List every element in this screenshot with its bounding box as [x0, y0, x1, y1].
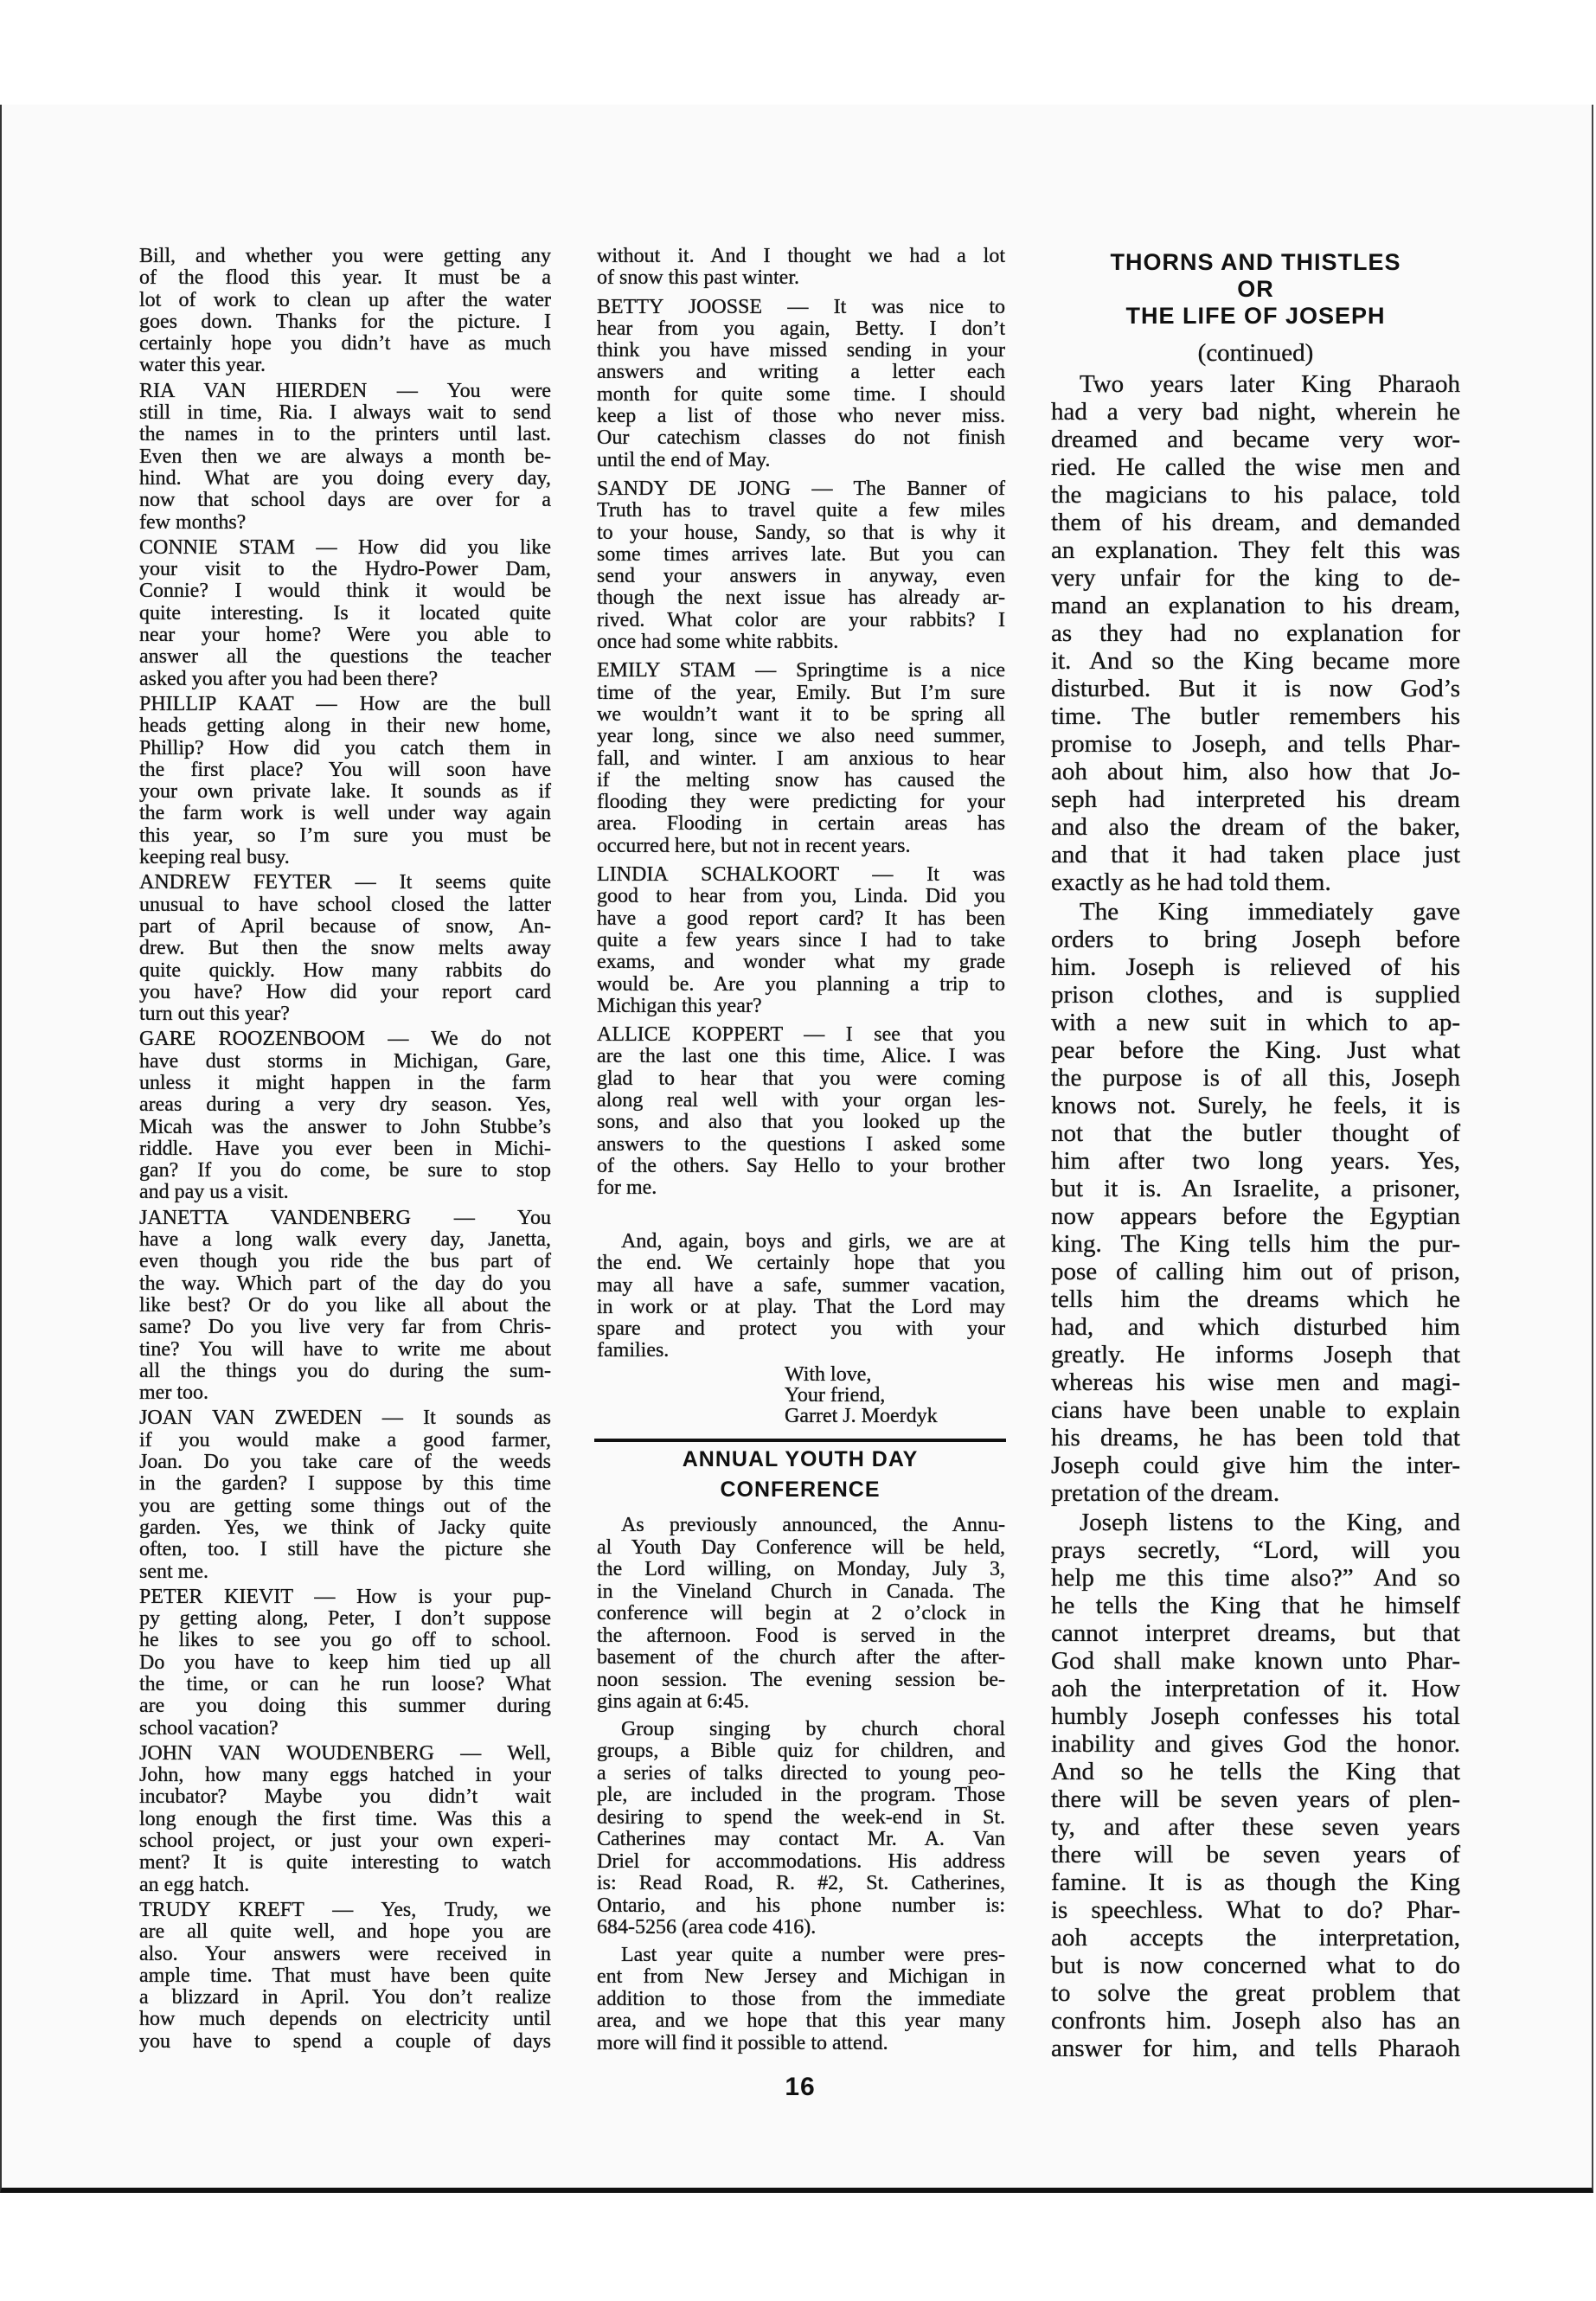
- left-column-letters: [139, 246, 551, 2053]
- paragraph: [597, 478, 1005, 653]
- paragraph: [139, 694, 551, 868]
- text-line: sons, and also that you looked up the: [597, 1111, 1005, 1134]
- paragraph: [597, 1024, 1005, 1199]
- closing-message: [597, 1231, 1005, 1362]
- text-line: Last year quite a number were pres-: [621, 1943, 1005, 1966]
- text-line: good to hear from you, Linda. Did you: [597, 885, 1005, 908]
- text-line: al Youth Day Conference will be held,: [597, 1535, 1005, 1559]
- paragraph: [597, 864, 1005, 1017]
- text-line: Micah was the answer to John Stubbe’s: [139, 1115, 551, 1138]
- paragraph: [1051, 898, 1460, 1507]
- text-line: for me.: [597, 1176, 657, 1200]
- paragraph: [597, 246, 1005, 290]
- text-line: are you doing this summer during: [139, 1695, 551, 1718]
- text-line: some times arrives late. But you can: [597, 542, 1005, 566]
- text-line: is speechless. What to do? Phar-: [1051, 1896, 1460, 1924]
- text-line: noon session. The evening session be-: [597, 1668, 1005, 1691]
- text-line: month for quite some time. I should: [597, 382, 1005, 406]
- text-line: dreamed and became very wor-: [1051, 426, 1460, 453]
- text-line: And, again, boys and girls, we are at: [621, 1230, 1005, 1253]
- signature-line: Your friend,: [785, 1384, 886, 1407]
- text-line: riddle. Have you ever been in Michi-: [139, 1137, 551, 1160]
- text-line: mer too.: [139, 1381, 208, 1405]
- text-line: there will be seven years of plen-: [1051, 1785, 1460, 1813]
- text-line: you have to spend a couple of days: [139, 2029, 551, 2053]
- text-line: without it. And I thought we had a lot: [597, 245, 1005, 267]
- text-line: help me this time also?” And so: [1051, 1564, 1460, 1592]
- text-line: LINDIA SCHALKOORT — It was: [597, 863, 1005, 887]
- text-line: are all quite well, and hope you are: [139, 1920, 551, 1944]
- text-line: cannot interpret dreams, but that: [1051, 1619, 1460, 1647]
- text-line: have a good report card? It has been: [597, 907, 1005, 930]
- article-body: [1051, 370, 1460, 2062]
- text-line: to solve the great problem that: [1051, 1979, 1460, 2007]
- text-line: desiring to spend the week-end in St.: [597, 1805, 1005, 1829]
- paragraph: [139, 246, 551, 377]
- text-line: Bill, and whether you were getting any: [139, 245, 551, 267]
- text-line: goes down. Thanks for the picture. I: [139, 310, 551, 333]
- text-line: are the last one this time, Alice. I was: [597, 1045, 1005, 1068]
- text-line: confronts him. Joseph also has an: [1051, 2007, 1460, 2035]
- text-line: not that the butler thought of: [1051, 1119, 1460, 1147]
- heading-line: ANNUAL YOUTH DAY: [682, 1447, 919, 1471]
- text-line: if the melting snow has caused the: [597, 768, 1005, 792]
- text-line: an egg hatch.: [139, 1873, 250, 1896]
- text-line: Joseph listens to the King, and: [1080, 1509, 1460, 1536]
- text-line: quite quickly. How many rabbits do: [139, 958, 551, 982]
- text-line: now that school days are over for a: [139, 489, 551, 512]
- text-line: Michigan this year?: [597, 994, 762, 1017]
- text-line: with a new suit in which to ap-: [1051, 1009, 1460, 1036]
- text-line: often, too. I still have the picture she: [139, 1538, 551, 1561]
- heading-line: THE LIFE OF JOSEPH: [1125, 303, 1386, 329]
- text-line: promise to Joseph, and tells Phar-: [1051, 730, 1460, 758]
- paragraph: [139, 872, 551, 1025]
- text-line: God shall make known unto Phar-: [1051, 1647, 1460, 1675]
- text-line: would be. Are you planning a trip to: [597, 972, 1005, 996]
- text-line: once had some white rabbits.: [597, 631, 839, 654]
- text-line: Phillip? How did you catch them in: [139, 736, 551, 760]
- page-number: 16: [785, 2073, 816, 2101]
- text-line: same? Do you live very far from Chris-: [139, 1316, 551, 1339]
- announcement-heading: [594, 1445, 1006, 1505]
- text-line: CONNIE STAM — How did you like: [139, 535, 551, 559]
- text-line: ANDREW FEYTER — It seems quite: [139, 871, 551, 894]
- text-line: the first place? You will soon have: [139, 758, 551, 781]
- text-line: as they had no explanation for: [1051, 619, 1460, 647]
- text-line: keep a list of those who never miss.: [597, 405, 1005, 428]
- text-line: conference will begin at 2 o’clock in: [597, 1602, 1005, 1625]
- text-line: the end. We certainly hope that you: [597, 1252, 1005, 1275]
- text-line: gins again at 6:45.: [597, 1690, 749, 1713]
- signature: [785, 1364, 938, 1426]
- text-line: keeping real busy.: [139, 846, 290, 869]
- text-line: near your home? Were you able to: [139, 624, 551, 647]
- text-line: you have? How did your report card: [139, 980, 551, 1003]
- text-line: them of his dream, and demanded: [1051, 509, 1460, 536]
- text-line: and also the dream of the baker,: [1051, 813, 1460, 841]
- text-line: hear from you again, Betty. I don’t: [597, 317, 1005, 340]
- text-line: Do you have to keep him tied up all: [139, 1650, 551, 1674]
- text-line: the farm work is well under way again: [139, 802, 551, 825]
- heading-line: CONFERENCE: [720, 1477, 881, 1502]
- text-line: occurred here, but not in recent years.: [597, 834, 911, 857]
- text-line: py getting along, Peter, I don’t suppose: [139, 1607, 551, 1631]
- text-line: now appears before the Egyptian: [1051, 1202, 1460, 1230]
- paragraph: [139, 1208, 551, 1405]
- paragraph: [597, 1719, 1005, 1939]
- text-line: how much depends on electricity until: [139, 2008, 551, 2031]
- text-line: basement of the church after the after-: [597, 1646, 1005, 1669]
- text-line: have a long walk every day, Janetta,: [139, 1228, 551, 1252]
- text-line: of the flood this year. It must be a: [139, 266, 551, 290]
- announcement-body: [597, 1515, 1005, 2054]
- text-line: PHILLIP KAAT — How are the bull: [139, 692, 551, 715]
- text-line: year long, since we also need summer,: [597, 725, 1005, 748]
- text-line: ALLICE KOPPERT — I see that you: [597, 1023, 1005, 1047]
- text-line: school project, or just your own experi-: [139, 1830, 551, 1853]
- text-line: pose of calling him out of prison,: [1051, 1258, 1460, 1285]
- text-line: incubator? Maybe you didn’t wait: [139, 1785, 551, 1809]
- text-line: famine. It is as though the King: [1051, 1868, 1460, 1896]
- text-line: had, and which disturbed him: [1051, 1313, 1460, 1341]
- text-line: is: Read Road, R. #2, St. Catherines,: [597, 1872, 1005, 1894]
- heading-line: THORNS AND THISTLES: [1110, 249, 1401, 275]
- text-line: flooding they were predicting for your: [597, 791, 1005, 814]
- text-line: tine? You will have to write me about: [139, 1337, 551, 1361]
- text-line: As previously announced, the Annu-: [621, 1514, 1005, 1536]
- text-line: have dust storms in Michigan, Gare,: [139, 1049, 551, 1073]
- text-line: more will find it possible to attend.: [597, 2031, 888, 2054]
- text-line: pretation of the dream.: [1051, 1479, 1280, 1507]
- text-line: king. The King tells him the pur-: [1051, 1230, 1460, 1258]
- text-line: asked you after you had been there?: [139, 667, 439, 690]
- text-line: area. Flooding in certain areas has: [597, 812, 1005, 836]
- text-line: turn out this year?: [139, 1003, 290, 1026]
- paragraph: [139, 1586, 551, 1740]
- text-line: the magicians to his palace, told: [1051, 481, 1460, 509]
- text-line: EMILY STAM — Springtime is a nice: [597, 659, 1005, 683]
- paragraph: [139, 381, 551, 534]
- text-line: mand an explanation to his dream,: [1051, 592, 1460, 619]
- text-line: Group singing by church choral: [621, 1717, 1005, 1740]
- text-line: fall, and winter. I am anxious to hear: [597, 747, 1005, 770]
- paragraph: [1051, 1509, 1460, 2062]
- text-line: very unfair for the king to de-: [1051, 564, 1460, 592]
- text-line: and pay us a visit.: [139, 1181, 289, 1204]
- text-line: Catherines may contact Mr. A. Van: [597, 1828, 1005, 1850]
- text-line: quite interesting. Is it located quite: [139, 601, 551, 625]
- text-line: answers and writing a letter each: [597, 361, 1005, 384]
- text-line: area, and we hope that this year many: [597, 2009, 1005, 2032]
- text-line: BETTY JOOSSE — It was nice to: [597, 295, 1005, 318]
- text-line: and that it had taken place just: [1051, 841, 1460, 868]
- text-line: may all have a safe, summer vacation,: [597, 1273, 1005, 1297]
- text-line: even though you ride the bus part of: [139, 1250, 551, 1273]
- paragraph: [597, 660, 1005, 857]
- text-line: part of April because of snow, An-: [139, 914, 551, 938]
- text-line: quite a few years since I had to take: [597, 928, 1005, 952]
- text-line: JANETTA VANDENBERG — You: [139, 1206, 551, 1229]
- text-line: think you have missed sending in your: [597, 339, 1005, 362]
- paragraph: [139, 1407, 551, 1582]
- text-line: a series of talks directed to young peo-: [597, 1761, 1005, 1785]
- text-line: disturbed. But it is now God’s: [1051, 675, 1460, 702]
- paragraph: [597, 1515, 1005, 1714]
- text-line: Even then we are always a month be-: [139, 445, 551, 468]
- article-heading: [1051, 249, 1460, 330]
- article-subtitle: (continued): [1197, 339, 1314, 367]
- text-line: all the things you do during the sum-: [139, 1359, 551, 1382]
- text-line: whereas his wise men and magi-: [1051, 1368, 1460, 1396]
- text-line: gan? If you do come, be sure to stop: [139, 1159, 551, 1183]
- text-line: an explanation. They felt this was: [1051, 536, 1460, 564]
- text-line: also. Your answers were received in: [139, 1942, 551, 1965]
- text-line: there will be seven years of: [1051, 1841, 1460, 1868]
- paragraph: [597, 1945, 1005, 2055]
- text-line: orders to bring Joseph before: [1051, 926, 1460, 953]
- text-line: the purpose is of all this, Joseph: [1051, 1064, 1460, 1092]
- text-line: RIA VAN HIERDEN — You were: [139, 379, 551, 402]
- text-line: it. And so the King became more: [1051, 647, 1460, 675]
- signature-name: Garret J. Moerdyk: [785, 1405, 938, 1427]
- text-line: the names in to the printers until last.: [139, 423, 551, 446]
- text-line: ent from New Jersey and Michigan in: [597, 1965, 1005, 1988]
- text-line: of the others. Say Hello to your brother: [597, 1154, 1005, 1177]
- text-line: but is now concerned what to do: [1051, 1952, 1460, 1979]
- text-line: Connie? I would think it would be: [139, 580, 551, 603]
- text-line: aoh about him, also how that Jo-: [1051, 758, 1460, 785]
- text-line: school vacation?: [139, 1716, 279, 1740]
- text-line: in work or at play. That the Lord may: [597, 1295, 1005, 1318]
- text-line: until the end of May.: [597, 448, 771, 471]
- text-line: the Lord willing, on Monday, July 3,: [597, 1558, 1005, 1580]
- signature-line: With love,: [785, 1363, 872, 1386]
- text-line: time of the year, Emily. But I’m sure: [597, 681, 1005, 704]
- text-line: tells him the dreams which he: [1051, 1285, 1460, 1313]
- text-line: cians have been unable to explain: [1051, 1396, 1460, 1424]
- text-line: his dreams, he has been told that: [1051, 1424, 1460, 1452]
- middle-column-letters: [597, 246, 1005, 1199]
- text-line: ple, are included in the program. Those: [597, 1784, 1005, 1806]
- text-line: spare and protect you with your: [597, 1317, 1005, 1341]
- text-line: And so he tells the King that: [1051, 1758, 1460, 1785]
- text-line: Ontario, and his phone number is:: [597, 1894, 1005, 1917]
- text-line: ried. He called the wise men and: [1051, 453, 1460, 481]
- text-line: unusual to have school closed the latter: [139, 893, 551, 916]
- text-line: hind. What are you doing every day,: [139, 466, 551, 490]
- text-line: rived. What color are your rabbits? I: [597, 608, 1005, 631]
- text-line: pear before the King. Just what: [1051, 1036, 1460, 1064]
- text-line: like best? Or do you like all about the: [139, 1293, 551, 1317]
- text-line: unless it might happen in the farm: [139, 1071, 551, 1094]
- text-line: he likes to see you go off to school.: [139, 1629, 551, 1652]
- text-line: your visit to the Hydro-Power Dam,: [139, 558, 551, 581]
- text-line: families.: [597, 1339, 670, 1362]
- text-line: addition to those from the immediate: [597, 1987, 1005, 2010]
- text-line: if you would make a good farmer,: [139, 1428, 551, 1452]
- text-line: GARE ROOZENBOOM — We do not: [139, 1028, 551, 1051]
- section-divider: [594, 1439, 1006, 1442]
- paragraph: [139, 1029, 551, 1203]
- text-line: ment? It is quite interesting to watch: [139, 1851, 551, 1875]
- paragraph: [1051, 370, 1460, 896]
- text-line: glad to hear that you were coming: [597, 1067, 1005, 1090]
- text-line: JOHN VAN WOUDENBERG — Well,: [139, 1741, 551, 1765]
- paragraph: [139, 1743, 551, 1896]
- text-line: him after two long years. Yes,: [1051, 1147, 1460, 1175]
- text-line: sent me.: [139, 1560, 208, 1583]
- text-line: certainly hope you didn’t have as much: [139, 332, 551, 356]
- text-line: Joseph could give him the inter-: [1051, 1452, 1460, 1479]
- text-line: prays secretly, “Lord, will you: [1051, 1536, 1460, 1564]
- text-line: greatly. He informs Joseph that: [1051, 1341, 1460, 1368]
- text-line: JOAN VAN ZWEDEN — It sounds as: [139, 1407, 551, 1430]
- text-line: Truth has to travel quite a few miles: [597, 499, 1005, 522]
- text-line: exams, and wonder what my grade: [597, 951, 1005, 974]
- text-line: garden. Yes, we think of Jacky quite: [139, 1516, 551, 1539]
- text-line: this year, so I’m sure you must be: [139, 824, 551, 847]
- text-line: prison clothes, and is supplied: [1051, 981, 1460, 1009]
- heading-line: OR: [1237, 276, 1274, 302]
- text-line: answer all the questions the teacher: [139, 645, 551, 669]
- text-line: Our catechism classes do not finish: [597, 426, 1005, 450]
- text-line: in the garden? I suppose by this time: [139, 1472, 551, 1496]
- text-line: knows not. Surely, he feels, it is: [1051, 1092, 1460, 1119]
- text-line: him. Joseph is relieved of his: [1051, 953, 1460, 981]
- text-line: aoh accepts the interpretation,: [1051, 1924, 1460, 1952]
- paragraph: [597, 1231, 1005, 1362]
- text-line: send your answers in anyway, even: [597, 565, 1005, 588]
- text-line: exactly as he had told them.: [1051, 868, 1331, 896]
- text-line: seph had interpreted his dream: [1051, 785, 1460, 813]
- text-line: PETER KIEVIT — How is your pup-: [139, 1585, 551, 1608]
- text-line: The King immediately gave: [1080, 898, 1460, 926]
- text-line: areas during a very dry season. Yes,: [139, 1093, 551, 1117]
- text-line: Driel for accommodations. His address: [597, 1849, 1005, 1873]
- text-line: heads getting along in their new home,: [139, 715, 551, 738]
- paragraph: [139, 1900, 551, 2053]
- text-line: SANDY DE JONG — The Banner of: [597, 477, 1005, 500]
- text-line: ample time. That must have been quite: [139, 1964, 551, 1987]
- text-line: aoh the interpretation of it. How: [1051, 1675, 1460, 1702]
- text-line: Joan. Do you take care of the weeds: [139, 1451, 551, 1474]
- text-line: the afternoon. Food is served in the: [597, 1624, 1005, 1647]
- text-line: time. The butler remembers his: [1051, 702, 1460, 730]
- text-line: a blizzard in April. You don’t realize: [139, 1986, 551, 2009]
- text-line: you are getting some things out of the: [139, 1494, 551, 1517]
- text-line: we wouldn’t want it to be spring all: [597, 702, 1005, 726]
- text-line: Two years later King Pharaoh: [1080, 370, 1460, 398]
- text-line: still in time, Ria. I always wait to send: [139, 401, 551, 425]
- text-line: answer for him, and tells Pharaoh: [1051, 2035, 1460, 2062]
- text-line: drew. But then the snow melts away: [139, 937, 551, 960]
- text-line: water this year.: [139, 354, 266, 377]
- text-line: the time, or can he run loose? What: [139, 1673, 551, 1695]
- text-line: ty, and after these seven years: [1051, 1813, 1460, 1841]
- text-line: along real well with your organ les-: [597, 1088, 1005, 1112]
- text-line: though the next issue has already ar-: [597, 586, 1005, 610]
- text-line: of snow this past winter.: [597, 266, 799, 290]
- text-line: the way. Which part of the day do you: [139, 1272, 551, 1295]
- text-line: humbly Joseph confesses his total: [1051, 1702, 1460, 1730]
- text-line: your own private lake. It sounds as if: [139, 780, 551, 804]
- text-line: answers to the questions I asked some: [597, 1132, 1005, 1156]
- text-line: had a very bad night, wherein he: [1051, 398, 1460, 426]
- text-line: TRUDY KREFT — Yes, Trudy, we: [139, 1898, 551, 1921]
- text-line: John, how many eggs hatched in your: [139, 1764, 551, 1787]
- text-line: he tells the King that he himself: [1051, 1592, 1460, 1619]
- text-line: inability and gives God the honor.: [1051, 1730, 1460, 1758]
- text-line: to your house, Sandy, so that is why it: [597, 521, 1005, 544]
- text-line: few months?: [139, 510, 247, 534]
- text-line: lot of work to clean up after the water: [139, 288, 551, 311]
- text-line: 684-5256 (area code 416).: [597, 1916, 817, 1939]
- paragraph: [139, 537, 551, 690]
- text-line: in the Vineland Church in Canada. The: [597, 1580, 1005, 1603]
- paragraph: [597, 297, 1005, 471]
- text-line: long enough the first time. Was this a: [139, 1807, 551, 1830]
- text-line: but it is. An Israelite, a prisoner,: [1051, 1175, 1460, 1202]
- text-line: groups, a Bible quiz for children, and: [597, 1740, 1005, 1762]
